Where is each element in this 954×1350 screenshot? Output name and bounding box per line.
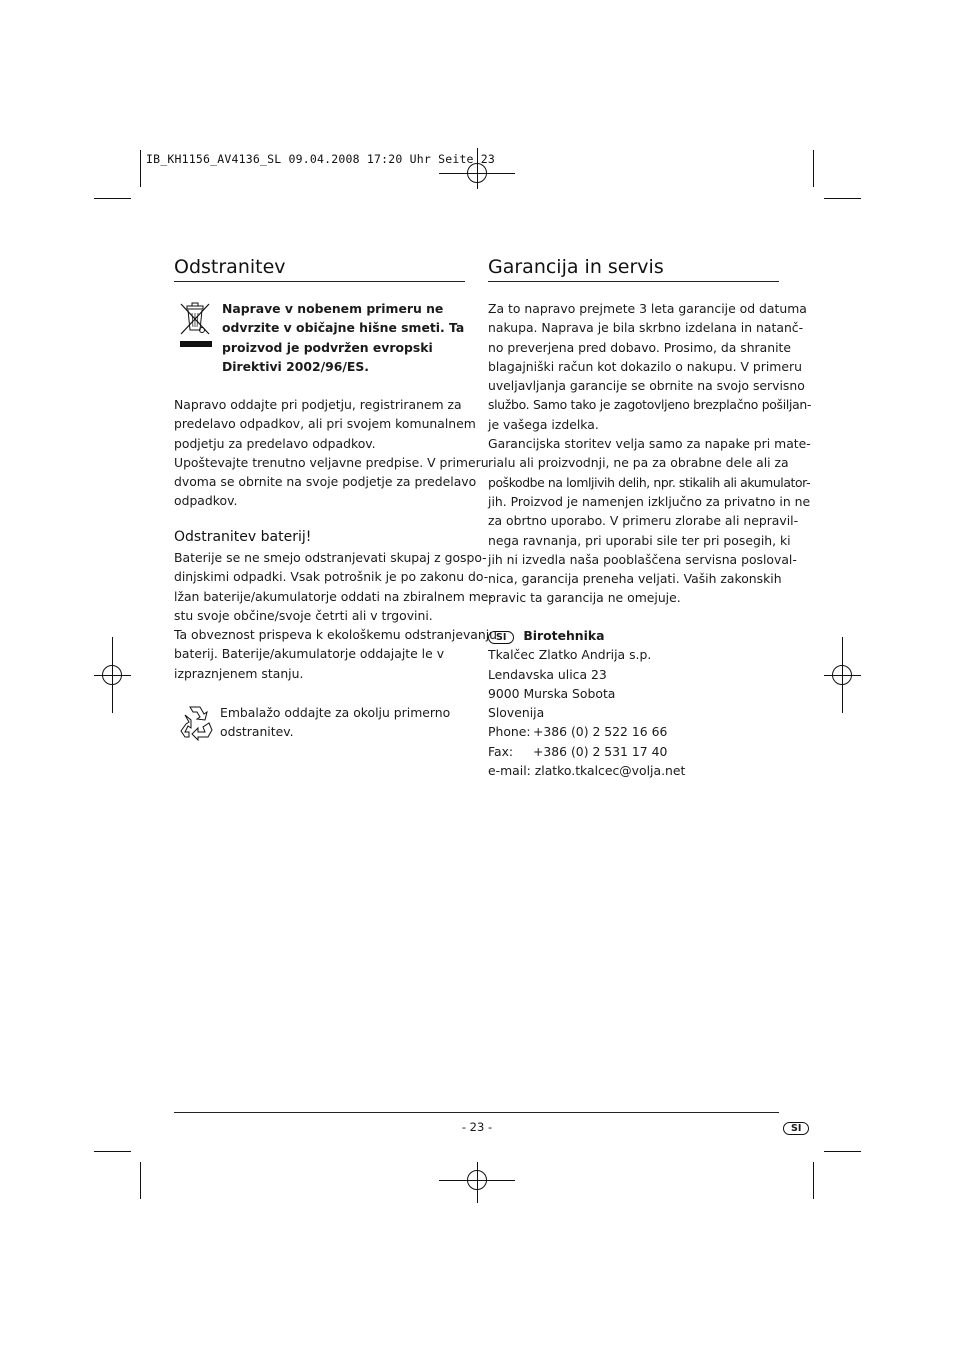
battery-heading: Odstranitev baterij! <box>174 529 312 545</box>
section-title-disposal: Odstranitev <box>174 256 286 278</box>
crop-mark <box>824 198 861 199</box>
address-line: 9000 Murska Sobota <box>488 685 616 701</box>
service-contact <box>488 626 685 780</box>
footer-rule <box>174 1112 779 1113</box>
title-rule <box>488 281 779 282</box>
service-name-row <box>488 626 685 645</box>
fax-label: Fax: <box>488 743 514 759</box>
fax-row <box>488 742 685 761</box>
warranty-paragraph: Za to napravo prejmete 3 leta garancije od datuma nakupa. Naprava je bila skrbno izdelana in natanč- no preverjena pred dobavo. Prosimo, da shranite blagajniški račun kot dokazilo o nakupu. V primeru uveljavljanja garancije se obrnite na svojo servisno službo. Samo tako je zagotovljeno brezplačno pošiljan- je vašega izdelka. Garancijska storitev velja samo za napake pri mate- rialu ali proizvodnji, ne pa za obrabne dele ali za poškodbe na lomljivih delih, npr. stikalih ali akumulator- jih. Proizvod je namenjen izključno za privatno in ne za obrtno uporabo. V primeru zlorabe ali nepravil- nega ravnanja, pri uporabi sile ter pri posegih, ki jih ni izvedla naša pooblaščena servisna posloval- nica, garancija preneha veljati. Vaših zakonskih pravic ta garancija ne omejuje. <box>488 301 812 606</box>
recycle-icon <box>176 703 214 741</box>
crop-mark <box>94 198 131 199</box>
battery-paragraph: Baterije se ne smejo odstranjevati skupaj z gospo- dinjskimi odpadki. Vsak potrošnik je po zakonu do- lžan baterije/akumulatorje oddati na zbiralnem me- stu svoje občine/svoje četrti ali v trgovini. Ta obveznost prispeva k ekološkemu odstranjevanju baterij. Baterije/akumulatorje oddajajte le v izpraznjenem stanju. <box>174 550 498 681</box>
email-line: e-mail: zlatko.tkalcec@volja.net <box>488 763 686 779</box>
packaging-note: Embalažo oddajte za okolju primerno odstranitev. <box>220 705 451 740</box>
crop-mark <box>140 1162 141 1199</box>
crop-mark <box>813 150 814 187</box>
weee-notice: Naprave v nobenem primeru ne odvrzite v običajne hišne smeti. Ta proizvod je podvržen evropski Direktivi 2002/96/ES. <box>222 301 465 374</box>
fax-value: +386 (0) 2 531 17 40 <box>533 743 668 759</box>
disposal-paragraph: Napravo oddajte pri podjetju, registriranem za predelavo odpadkov, ali pri svojem komunalnem podjetju za predelavo odpadkov. Upoštevajte trenutno veljavne predpise. V primeru dvoma se obrnite na svoje podjetje za predelavo odpadkov. <box>174 397 489 509</box>
address-line: Tkalčec Zlatko Andrija s.p. <box>488 647 652 663</box>
crossed-bin-icon <box>178 300 214 350</box>
crop-mark <box>140 150 141 187</box>
service-name: Birotehnika <box>523 628 605 643</box>
section-title-warranty: Garancija in servis <box>488 256 664 278</box>
title-rule <box>174 281 465 282</box>
crop-mark <box>94 1151 131 1152</box>
crop-mark <box>813 1162 814 1199</box>
address-line: Lendavska ulica 23 <box>488 666 607 682</box>
print-header: IB_KH1156_AV4136_SL 09.04.2008 17:20 Uhr Seite 23 <box>146 152 496 166</box>
crop-mark <box>824 1151 861 1152</box>
phone-label: Phone: <box>488 724 531 740</box>
page-number: - 23 - <box>461 1120 493 1134</box>
country-badge: SI <box>488 631 514 644</box>
address-line: Slovenija <box>488 705 545 721</box>
phone-row <box>488 722 685 741</box>
language-badge: SI <box>783 1122 809 1135</box>
phone-value: +386 (0) 2 522 16 66 <box>533 724 668 740</box>
